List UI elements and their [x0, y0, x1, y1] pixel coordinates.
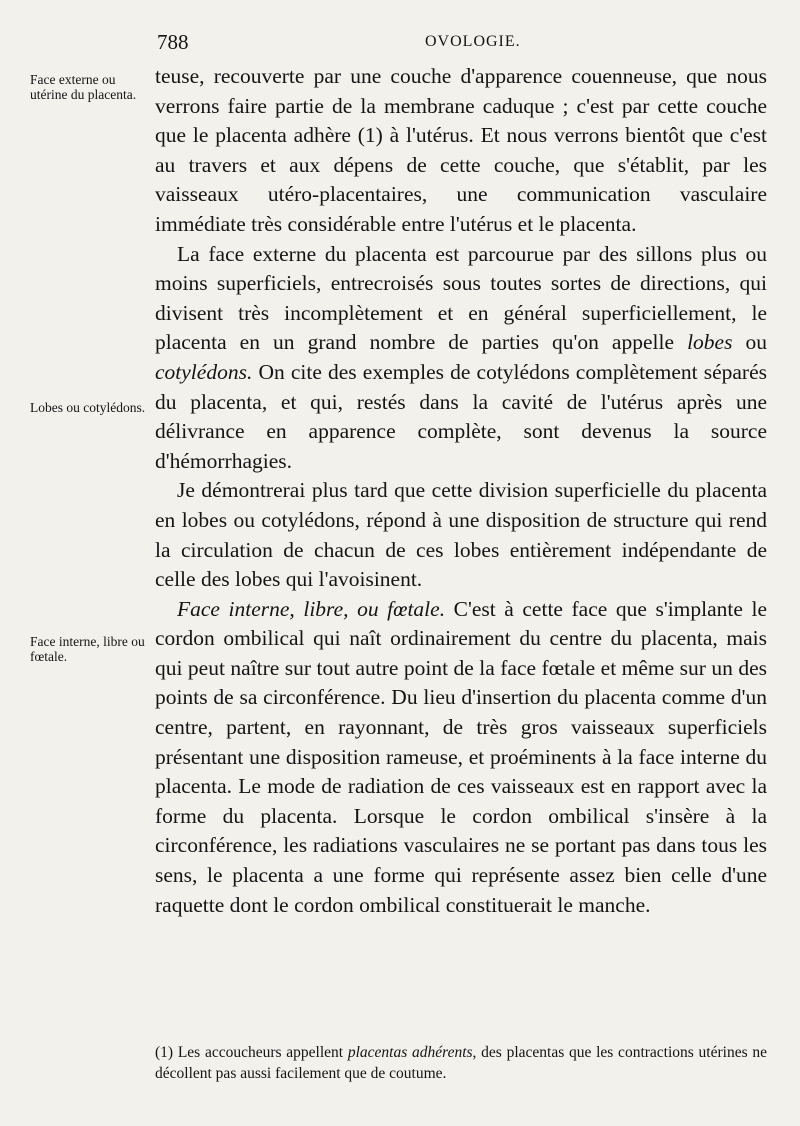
margin-note-face-externe: Face externe ou utérine du placenta.	[30, 72, 137, 102]
term-cotyledons: cotylédons.	[155, 359, 253, 384]
paragraph-1: teuse, recouverte par une couche d'apparence couenneuse, que nous verrons faire partie de la membrane caduque ; c'est par cette couche que le placenta adhère (1) à l'utérus. Et nous verrons bientôt que c'est au travers et aux dépens de cette couche, que s'établit, par les vaisseaux utéro-placentaires, une communication vasculaire immédiate très considérable entre l'utérus et le placenta.	[155, 64, 767, 236]
paragraph-4-text: C'est à cette face que s'implante le cordon ombilical qui naît ordinairement du centre du placenta, mais qui peut naître sur tout autre point de la face fœtale et même sur un des points de sa circonférence. Du lieu d'insertion du placenta comme d'un centre, partent, en rayonnant, de très gros vaisseaux superficiels présentant une disposition rameuse, et proéminents à la face interne du placenta. Le mode de radiation de ces vaisseaux est en rapport avec la forme du placenta. Lorsque le cordon ombilical s'insère à la circonférence, les radiations vasculaires ne se portant pas dans tous les sens, le placenta a une forme qui représente assez bien celle d'une raquette dont le cordon ombilical constituerait le manche.	[155, 596, 767, 917]
footnote-term: placentas adhérents	[347, 1044, 473, 1061]
margin-note-lobes: Lobes ou cotylédons.	[30, 400, 146, 415]
margin-note-face-interne: Face interne, libre ou fœtale.	[30, 634, 145, 664]
paragraph-2-text-a: La face externe du placenta est parcourue par des sillons plus ou moins superficiels, entrecroisés sous toutes sortes de directions, qui divisent très incomplètement et en général superficiellement, le placenta en un grand nombre de parties qu'on appelle	[155, 241, 767, 355]
footnote-text-a: Les accoucheurs appellent	[173, 1044, 348, 1061]
body-text	[155, 62, 767, 920]
footnote-marker: (1)	[155, 1044, 174, 1061]
running-title: OVOLOGIE.	[425, 33, 521, 50]
page-header	[155, 30, 765, 58]
page-number: 788	[157, 30, 189, 54]
paragraph-3: Je démontrerai plus tard que cette division superficielle du placenta en lobes ou cotylédons, répond à une disposition de structure qui rend la circulation de chacun de ces lobes entièrement indépendante de celle des lobes qui l'avoisinent.	[155, 478, 767, 592]
section-heading-face-interne: Face interne, libre, ou fœtale.	[177, 596, 446, 621]
paragraph-2-text-c: On cite des exemples de cotylédons complètement séparés du placenta, et qui, restés dans la cavité de l'utérus après une délivrance en apparence complète, sont devenus la source d'hémorrhagies.	[155, 359, 767, 473]
paragraph-2	[155, 240, 767, 477]
footnote-text-b: , des placentas que les contractions utérines ne décollent pas aussi facilement que de coutume.	[155, 1044, 767, 1082]
paragraph-4	[155, 595, 767, 921]
footnote	[155, 1042, 767, 1084]
paragraph-2-text-b: ou	[732, 330, 768, 355]
term-lobes: lobes	[687, 330, 733, 355]
